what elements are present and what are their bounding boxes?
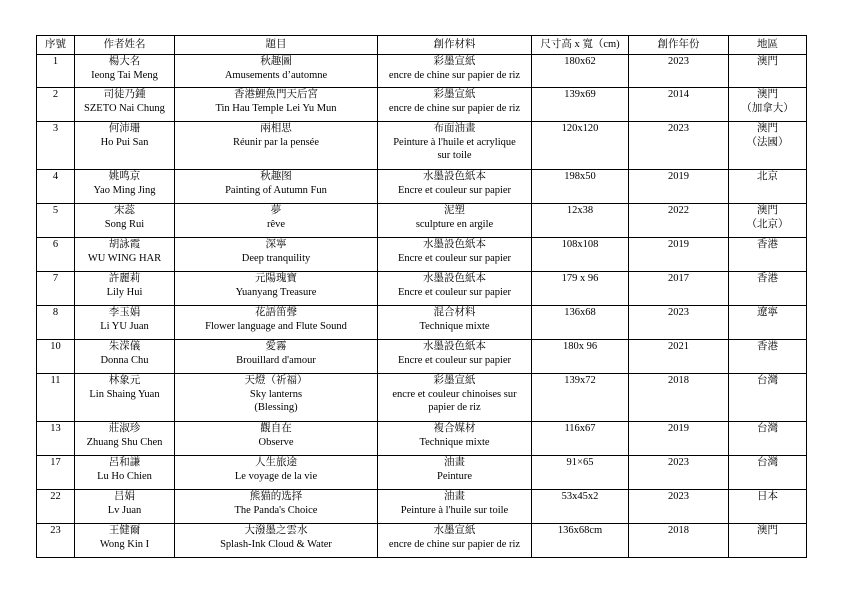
cell-artist-line: Ho Pui San (100, 136, 149, 148)
cell-artist-line: 姚鸣京 (108, 171, 141, 182)
cell-artist (75, 524, 175, 558)
table-row (37, 524, 807, 558)
cell-region (729, 422, 807, 456)
cell-material-line: encre de chine sur papier de riz (388, 69, 521, 81)
artwork-catalog-table (36, 35, 807, 558)
cell-title (175, 422, 378, 456)
header-cell-artist: 作者姓名 (75, 36, 175, 55)
cell-material-line: 泥塑 (444, 205, 465, 216)
cell-region (729, 306, 807, 340)
cell-region (729, 88, 807, 122)
table-row (37, 374, 807, 422)
cell-material (378, 340, 532, 374)
cell-size: 53x45x2 (532, 490, 629, 524)
cell-artist-line: Lily Hui (106, 286, 143, 298)
cell-artist (75, 122, 175, 170)
cell-material-line: 水墨設色紙本 (423, 171, 486, 182)
cell-no: 11 (37, 374, 75, 422)
cell-artist-line: 李玉娟 (108, 307, 141, 318)
cell-title-line: Amusements d’automne (224, 69, 328, 81)
cell-artist-line: 胡詠霞 (108, 239, 141, 250)
cell-no: 4 (37, 170, 75, 204)
table-row (37, 88, 807, 122)
header-cell-no: 序號 (37, 36, 75, 55)
cell-artist (75, 88, 175, 122)
cell-no: 17 (37, 456, 75, 490)
cell-material-line: 混合材料 (433, 307, 476, 318)
cell-title-line: Yuanyang Treasure (235, 286, 317, 298)
cell-title-line: 愛霧 (265, 341, 287, 352)
cell-size: 139x69 (532, 88, 629, 122)
cell-region-line: 澳門 (757, 56, 778, 67)
cell-year: 2019 (629, 238, 729, 272)
cell-title (175, 55, 378, 88)
cell-title-line: 熊猫的选择 (249, 491, 303, 502)
cell-artist-line: Lv Juan (107, 504, 142, 516)
cell-artist (75, 374, 175, 422)
cell-no: 2 (37, 88, 75, 122)
cell-region (729, 170, 807, 204)
cell-title (175, 306, 378, 340)
cell-material-line: Encre et couleur sur papier (397, 286, 512, 298)
cell-no: 22 (37, 490, 75, 524)
cell-region-line: 澳門 (757, 89, 778, 100)
cell-title-line: 花語笛聲 (255, 307, 297, 318)
cell-no: 8 (37, 306, 75, 340)
cell-material (378, 55, 532, 88)
cell-size: 91×65 (532, 456, 629, 490)
cell-no: 13 (37, 422, 75, 456)
cell-title-line: Observe (258, 436, 294, 448)
cell-artist (75, 456, 175, 490)
cell-region-line: 台灣 (757, 423, 778, 434)
cell-artist (75, 204, 175, 238)
cell-size: 136x68cm (532, 524, 629, 558)
cell-artist-line: WU WING HAR (87, 252, 162, 264)
cell-size: 139x72 (532, 374, 629, 422)
cell-artist (75, 422, 175, 456)
cell-region (729, 272, 807, 306)
cell-artist (75, 170, 175, 204)
cell-material (378, 238, 532, 272)
cell-artist-line: Lu Ho Chien (97, 470, 152, 482)
table-row (37, 456, 807, 490)
cell-title-line: 深寧 (265, 239, 287, 250)
header-cell-material: 創作材料 (378, 36, 532, 55)
cell-title-line: 大潑墨之雲水 (244, 525, 308, 536)
cell-region (729, 340, 807, 374)
cell-no: 10 (37, 340, 75, 374)
cell-region-line: 澳門 (757, 525, 778, 536)
table-row (37, 422, 807, 456)
header-cell-year: 創作年份 (629, 36, 729, 55)
cell-title-line: Deep tranquility (241, 252, 311, 264)
cell-material (378, 490, 532, 524)
cell-material (378, 122, 532, 170)
cell-title-line: 觀自在 (260, 423, 292, 434)
cell-no: 7 (37, 272, 75, 306)
cell-material-line: Peinture à l'huile sur toile (400, 504, 509, 516)
cell-title-line: 人生旅途 (255, 457, 297, 468)
cell-material-line: 水墨設色紙本 (423, 341, 486, 352)
cell-year: 2018 (629, 524, 729, 558)
cell-material-line: Peinture (437, 470, 472, 482)
cell-no: 1 (37, 55, 75, 88)
cell-material-line: sculpture en argile (415, 218, 494, 230)
cell-material-line: 油畫 (444, 491, 465, 502)
cell-year: 2017 (629, 272, 729, 306)
cell-region-line: 香港 (757, 239, 778, 250)
cell-artist-line: Lin Shaing Yuan (89, 388, 160, 400)
cell-no: 23 (37, 524, 75, 558)
cell-material-line: Technique mixte (419, 320, 490, 332)
cell-year: 2014 (629, 88, 729, 122)
table-row (37, 122, 807, 170)
cell-year: 2018 (629, 374, 729, 422)
cell-artist-line: Ieong Tai Meng (91, 69, 158, 81)
cell-region (729, 490, 807, 524)
cell-material-line: 複合媒材 (433, 423, 476, 434)
cell-region-line: （北京） (746, 218, 789, 230)
cell-title (175, 204, 378, 238)
cell-region-line: （法國） (746, 136, 789, 148)
cell-region-line: 澳門 (757, 123, 778, 134)
header-row (37, 36, 807, 55)
cell-material-line: 水墨設色紙本 (423, 273, 486, 284)
cell-year: 2023 (629, 122, 729, 170)
cell-region (729, 374, 807, 422)
cell-size: 180x 96 (532, 340, 629, 374)
cell-year: 2022 (629, 204, 729, 238)
cell-size: 136x68 (532, 306, 629, 340)
cell-material-line: 水墨設色紙本 (423, 239, 486, 250)
cell-title-line: Splash-Ink Cloud & Water (220, 538, 332, 550)
cell-artist-line: 楊大名 (108, 56, 141, 67)
cell-material (378, 170, 532, 204)
cell-title (175, 524, 378, 558)
cell-material-line: 油畫 (444, 457, 465, 468)
cell-title-line: 夢 (270, 205, 282, 216)
cell-material-line: papier de riz (428, 402, 481, 413)
cell-material (378, 204, 532, 238)
cell-region-line: （加拿大） (741, 102, 794, 114)
cell-artist-line: 朱溁儀 (108, 341, 141, 352)
cell-region (729, 204, 807, 238)
cell-region (729, 122, 807, 170)
cell-title-line: The Panda's Choice (234, 504, 318, 516)
cell-material-line: 彩墨宣紙 (433, 56, 476, 67)
cell-year: 2023 (629, 490, 729, 524)
cell-year: 2021 (629, 340, 729, 374)
cell-region-line: 台灣 (757, 457, 778, 468)
cell-title-line: Painting of Autumn Fun (225, 184, 327, 196)
cell-material (378, 456, 532, 490)
cell-artist-line: 莊淑珍 (108, 423, 141, 434)
cell-title-line: (Blessing) (254, 402, 298, 413)
cell-artist (75, 55, 175, 88)
table-body (37, 55, 807, 558)
cell-year: 2023 (629, 55, 729, 88)
cell-title-line: Brouillard d'amour (236, 354, 316, 366)
table-row (37, 238, 807, 272)
cell-region-line: 遼寧 (757, 307, 778, 318)
cell-no: 6 (37, 238, 75, 272)
cell-artist-line: 林象元 (108, 375, 141, 386)
cell-artist-line: Zhuang Shu Chen (86, 436, 163, 448)
cell-material-line: 彩墨宣紙 (433, 375, 476, 386)
cell-artist-line: Wong Kin I (99, 538, 150, 550)
cell-title (175, 272, 378, 306)
cell-artist-line: Yao Ming Jing (93, 184, 156, 196)
table-row (37, 55, 807, 88)
cell-size: 108x108 (532, 238, 629, 272)
cell-artist-line: 呂和謙 (108, 457, 141, 468)
cell-size: 179 x 96 (532, 272, 629, 306)
cell-title-line: Flower language and Flute Sound (205, 320, 347, 332)
cell-region (729, 55, 807, 88)
cell-material-line: Peinture à l'huile et acrylique (393, 136, 516, 148)
table-row (37, 204, 807, 238)
cell-artist-line: Song Rui (104, 218, 145, 230)
cell-artist-line: 吕娟 (114, 491, 135, 502)
cell-title (175, 238, 378, 272)
cell-title-line: Réunir par la pensée (232, 136, 319, 148)
table-row (37, 306, 807, 340)
cell-material (378, 306, 532, 340)
cell-region (729, 456, 807, 490)
cell-artist-line: Donna Chu (100, 354, 149, 366)
cell-size: 198x50 (532, 170, 629, 204)
cell-material-line: encre de chine sur papier de riz (388, 538, 521, 550)
cell-year: 2019 (629, 422, 729, 456)
cell-region-line: 香港 (757, 341, 778, 352)
cell-artist-line: Li YU Juan (100, 320, 149, 332)
cell-title-line: Le voyage de la vie (234, 470, 318, 482)
cell-no: 3 (37, 122, 75, 170)
cell-title (175, 456, 378, 490)
cell-year: 2023 (629, 456, 729, 490)
cell-title (175, 122, 378, 170)
cell-title (175, 374, 378, 422)
cell-title (175, 340, 378, 374)
cell-material (378, 272, 532, 306)
cell-region-line: 澳門 (757, 205, 778, 216)
cell-region-line: 北京 (757, 171, 778, 182)
cell-region (729, 524, 807, 558)
cell-artist (75, 272, 175, 306)
cell-material-line: encre et couleur chinoises sur (392, 388, 517, 400)
cell-artist-line: 宋蕊 (114, 205, 135, 216)
cell-title (175, 88, 378, 122)
cell-title (175, 170, 378, 204)
cell-artist-line: 許麗莉 (108, 273, 141, 284)
cell-region (729, 238, 807, 272)
cell-title-line: 兩相思 (260, 123, 292, 134)
table-row (37, 170, 807, 204)
cell-region-line: 台灣 (757, 375, 778, 386)
cell-artist (75, 306, 175, 340)
cell-region-line: 日本 (757, 491, 778, 502)
cell-size: 180x62 (532, 55, 629, 88)
table-row (37, 490, 807, 524)
cell-material-line: 水墨宣紙 (433, 525, 476, 536)
cell-artist (75, 340, 175, 374)
cell-artist (75, 238, 175, 272)
cell-artist-line: SZETO Nai Chung (84, 102, 165, 114)
cell-year: 2019 (629, 170, 729, 204)
cell-artist-line: 王健爾 (108, 525, 141, 536)
cell-title-line: 秋趣圖 (260, 56, 292, 67)
header-cell-region: 地區 (729, 36, 807, 55)
table-row (37, 272, 807, 306)
cell-artist-line: 司徒乃鍾 (103, 89, 146, 100)
cell-material-line: Technique mixte (419, 436, 490, 448)
header-cell-title: 題目 (175, 36, 378, 55)
cell-no: 5 (37, 204, 75, 238)
cell-material (378, 374, 532, 422)
cell-size: 120x120 (532, 122, 629, 170)
header-cell-size: 尺寸高 x 寬（cm) (532, 36, 629, 55)
cell-title-line: 秋趣图 (260, 171, 292, 182)
cell-material (378, 88, 532, 122)
cell-material-line: 布面油畫 (433, 123, 476, 134)
cell-material-line: Encre et couleur sur papier (397, 184, 512, 196)
cell-material-line: encre de chine sur papier de riz (388, 102, 521, 114)
table-row (37, 340, 807, 374)
cell-title-line: 香港鯉魚門天后宮 (234, 89, 318, 100)
cell-size: 12x38 (532, 204, 629, 238)
cell-artist-line: 何沛珊 (108, 123, 141, 134)
cell-material-line: sur toile (437, 150, 472, 161)
cell-material-line: 彩墨宣紙 (433, 89, 476, 100)
cell-material (378, 422, 532, 456)
cell-title (175, 490, 378, 524)
cell-artist (75, 490, 175, 524)
cell-material-line: Encre et couleur sur papier (397, 252, 512, 264)
cell-title-line: 元陽瑰寶 (255, 273, 297, 284)
cell-year: 2023 (629, 306, 729, 340)
cell-title-line: rêve (266, 218, 286, 230)
cell-title-line: Tin Hau Temple Lei Yu Mun (215, 102, 337, 114)
cell-size: 116x67 (532, 422, 629, 456)
cell-material (378, 524, 532, 558)
cell-region-line: 香港 (757, 273, 778, 284)
cell-material-line: Encre et couleur sur papier (397, 354, 512, 366)
cell-title-line: Sky lanterns (249, 388, 303, 400)
cell-title-line: 天燈（祈福） (244, 375, 308, 386)
